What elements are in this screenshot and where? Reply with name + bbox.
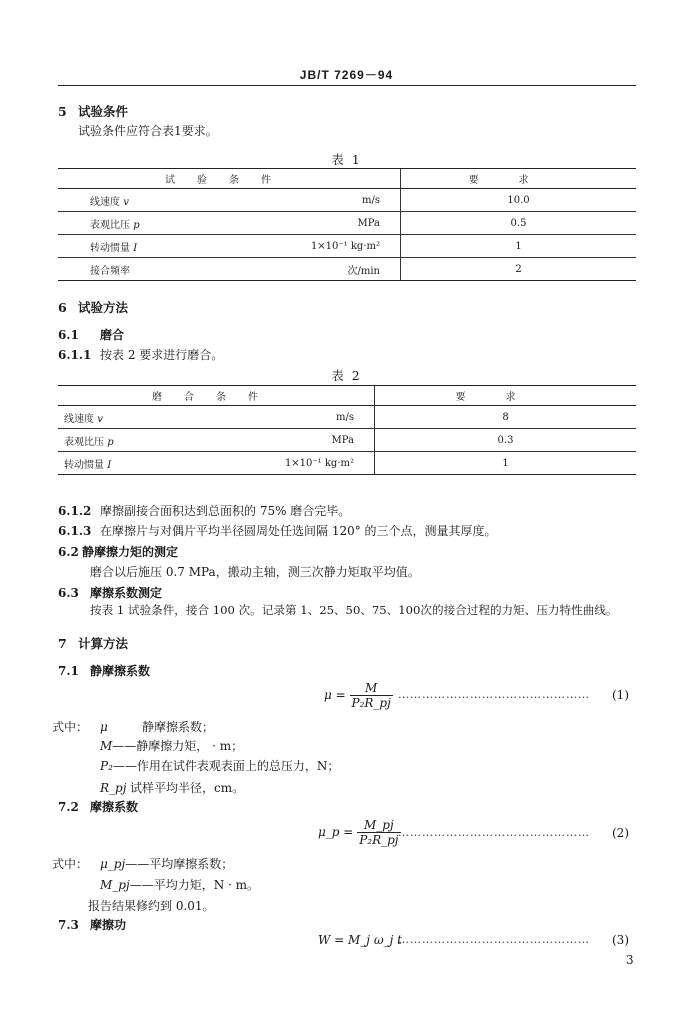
row-symbol: I	[133, 242, 138, 254]
section-6-1-3	[58, 522, 497, 539]
table-header-requirement: 要求	[401, 169, 637, 189]
def-text: 平均力矩，N · m。	[153, 878, 260, 892]
section-number: 7.1	[58, 664, 79, 678]
row-unit: m/s	[214, 406, 375, 429]
formula-lhs: μ =	[324, 688, 346, 702]
rounding-note: 报告结果修约到 0.01。	[88, 899, 215, 913]
table-header-condition: 试验条件	[58, 169, 401, 189]
section-title: 静摩擦系数	[90, 664, 151, 678]
section-title: 计算方法	[78, 636, 129, 651]
section-5-heading	[58, 102, 128, 120]
row-value: 10.0	[401, 189, 637, 212]
def-symbol: R_pj	[100, 781, 127, 795]
standard-header: JB/T 7269－94	[299, 68, 394, 82]
table-2-caption: 表 2	[331, 368, 362, 383]
section-6-3-heading	[58, 584, 162, 601]
row-name: 转动惯量	[64, 459, 104, 471]
section-text: 按表 2 要求进行磨合。	[100, 348, 224, 362]
table-row	[58, 258, 636, 281]
row-name: 接合频率	[90, 265, 130, 277]
def-text: 作用在试件表观表面上的总压力，N；	[136, 759, 340, 773]
def-symbol: P₂	[100, 759, 113, 773]
row-symbol: v	[123, 196, 129, 208]
formula-2	[318, 818, 401, 847]
formula-fraction	[350, 681, 393, 710]
row-symbol: I	[107, 459, 112, 471]
section-6-1-1	[58, 346, 223, 363]
section-number: 6.3	[58, 586, 79, 600]
section-5-text: 试验条件应符合表1要求。	[78, 124, 218, 138]
section-number: 7.2	[58, 800, 79, 814]
row-unit: 1×10⁻¹ kg·m²	[214, 452, 375, 475]
table-2	[58, 385, 636, 475]
section-number: 6	[58, 300, 67, 315]
formula-number: (2)	[612, 826, 629, 840]
fraction-denominator: P₂R_pj	[359, 833, 399, 847]
fraction-numerator: M	[350, 681, 393, 696]
section-title: 磨合	[100, 328, 125, 342]
fraction-numerator: M_pj	[357, 818, 400, 833]
row-value: 1	[401, 235, 637, 258]
section-number: 7	[58, 636, 67, 651]
row-name: 表观比压	[90, 219, 130, 231]
table-1-caption: 表 1	[331, 152, 362, 167]
section-number: 7.3	[58, 918, 79, 932]
section-title: 试验条件	[78, 104, 129, 119]
formula-3: W = M_j ω_j t	[318, 933, 402, 947]
page-number: 3	[626, 953, 634, 967]
section-7-2-heading	[58, 798, 138, 815]
section-number: 6.1.2	[58, 504, 92, 518]
definition-m: M——静摩擦力矩， · m；	[100, 739, 244, 753]
section-title: 摩擦功	[90, 918, 127, 932]
def-symbol: μ	[100, 720, 108, 734]
fraction-denominator: P₂R_pj	[351, 696, 391, 710]
section-number: 6.1.3	[58, 524, 92, 538]
section-6-2-heading	[58, 543, 178, 560]
def-symbol: M	[100, 739, 113, 753]
formula-1	[324, 681, 393, 710]
row-value: 0.3	[375, 429, 637, 452]
section-number: 6.1	[58, 328, 79, 342]
section-title: 试验方法	[78, 300, 129, 315]
formula-number: (3)	[612, 933, 629, 947]
section-6-heading	[58, 298, 128, 316]
row-name: 线速度	[90, 196, 120, 208]
row-value: 0.5	[401, 212, 637, 235]
row-symbol: p	[107, 436, 114, 448]
definition-mupj: μ_pj——平均摩擦系数；	[100, 857, 234, 871]
def-symbol: M_pj	[100, 878, 130, 892]
section-7-3-heading	[58, 916, 126, 933]
definition-mpj: M_pj——平均力矩，N · m。	[100, 878, 260, 892]
section-number: 5	[58, 104, 67, 119]
table-header-condition: 磨合条件	[58, 386, 375, 406]
section-6-1-2	[58, 502, 350, 519]
section-number: 6.1.1	[58, 348, 92, 362]
where-label: 式中：	[52, 720, 89, 734]
row-value: 1	[375, 452, 637, 475]
row-unit: 1×10⁻¹ kg·m²	[240, 235, 401, 258]
section-6-3-text: 按表 1 试验条件，接合 100 次。记录第 1、25、50、75、100次的接合过程的力矩、压力特性曲线。	[90, 603, 618, 617]
def-symbol: μ_pj	[100, 857, 126, 871]
section-title: 摩擦系数测定	[90, 586, 163, 600]
where-label: 式中：	[52, 857, 89, 871]
row-symbol: v	[97, 413, 103, 425]
section-text: 摩擦副接合面积达到总面积的 75% 磨合完毕。	[100, 504, 351, 518]
row-unit: MPa	[214, 429, 375, 452]
def-text: 试样平均半径，cm。	[130, 781, 245, 795]
row-unit: m/s	[240, 189, 401, 212]
table-row	[58, 452, 636, 475]
definition-p2: P₂——作用在试件表观表面上的总压力，N；	[100, 759, 340, 773]
row-value: 2	[401, 258, 637, 281]
section-text: 在摩擦片与对偶片平均半径圆周处任选间隔 120° 的三个点，测量其厚度。	[100, 524, 497, 538]
section-title: 静摩擦力矩的测定	[82, 545, 179, 559]
formula-leader-dots: …………………………………………	[398, 933, 590, 946]
section-7-heading	[58, 634, 128, 652]
table-row	[58, 189, 636, 212]
row-name: 表观比压	[64, 436, 104, 448]
formula-leader-dots: …………………………………………	[398, 688, 590, 701]
section-6-1-heading	[58, 326, 124, 343]
table-row	[58, 429, 636, 452]
section-7-1-heading	[58, 662, 150, 679]
definition-rpj	[100, 779, 244, 796]
def-text: 平均摩擦系数；	[149, 857, 234, 871]
def-text: 静摩擦力矩， · m；	[136, 739, 244, 753]
table-row	[58, 406, 636, 429]
row-unit: 次/min	[240, 258, 401, 281]
table-1	[58, 168, 636, 281]
formula-fraction	[357, 818, 400, 847]
row-name: 转动惯量	[90, 242, 130, 254]
header-rule	[58, 85, 636, 86]
definition-mu	[100, 718, 214, 735]
row-name: 线速度	[64, 413, 94, 425]
formula-leader-dots: …………………………………………	[398, 826, 590, 839]
section-title: 摩擦系数	[90, 800, 139, 814]
table-row	[58, 235, 636, 258]
row-symbol: p	[133, 219, 140, 231]
def-text: 静摩擦系数；	[142, 720, 215, 734]
section-number: 6.2	[58, 545, 79, 559]
row-value: 8	[375, 406, 637, 429]
formula-lhs: μ_p =	[318, 825, 354, 839]
section-6-2-text: 磨合以后施压 0.7 MPa，搬动主轴，测三次静力矩取平均值。	[90, 565, 420, 579]
table-row	[58, 212, 636, 235]
table-header-requirement: 要求	[375, 386, 637, 406]
row-unit: MPa	[240, 212, 401, 235]
formula-number: (1)	[612, 688, 629, 702]
